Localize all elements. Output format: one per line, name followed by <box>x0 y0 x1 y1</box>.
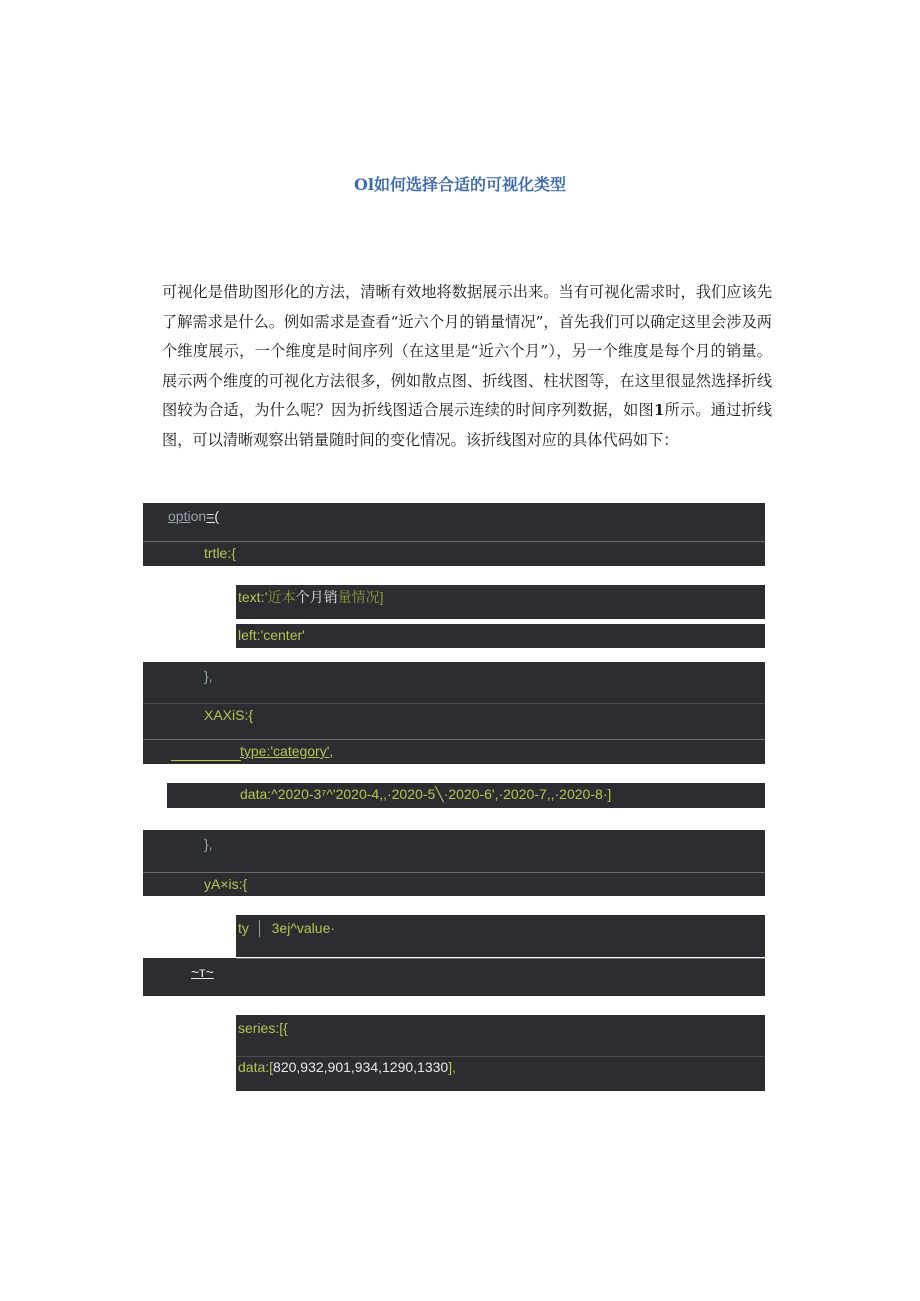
code-line-series: series:[{ <box>238 1020 288 1036</box>
code-line-left: left:'center' <box>238 627 305 643</box>
paragraph-text: 可视化是借助图形化的方法，清晰有效地将数据展示出来。当有可视化需求时，我们应该先了解需求是什么。例如需求是查看“近六个月的销量情况”，首先我们可以确定这里会涉及两个维度展示，一个维度是时间序列（在这里是“近六个月”），另一个维度是每个月的销量。展示两个维度的可视化方法很多，例如散点图、折线图、柱状图等，在这里很显然选择折线图较为合适，为什么呢？因为折线图适合展示连续的时间序列数据，如图 <box>162 283 772 419</box>
code-divider <box>236 1056 765 1057</box>
code-line-close: ~т~ <box>191 964 214 980</box>
code-divider <box>236 958 765 959</box>
code-divider <box>143 872 765 873</box>
code-number-list: 820,932,901,934,1290,1330 <box>273 1059 449 1075</box>
code-token <box>238 1059 456 1075</box>
page-title: Ol如何选择合适的可视化类型 <box>353 175 567 194</box>
code-block-yaxis <box>143 830 765 896</box>
code-block-ytype <box>236 915 765 957</box>
code-line-text <box>238 587 383 607</box>
code-divider <box>143 541 765 542</box>
code-line-yaxis: yA×is:{ <box>204 876 248 892</box>
code-token: ], <box>448 1059 456 1075</box>
code-block-text <box>236 585 765 619</box>
code-token: text:’ <box>238 589 268 605</box>
code-token: 近本 <box>267 589 296 605</box>
code-line-type <box>240 743 333 759</box>
figure-number: 1 <box>653 401 665 419</box>
code-line-xaxis: XAXiS:{ <box>204 707 254 723</box>
code-line-close-brace-2: }, <box>204 836 213 852</box>
code-token: 3ej^value· <box>271 920 336 936</box>
code-line-series-data <box>238 1059 456 1075</box>
code-line-option <box>168 508 219 524</box>
code-divider <box>143 703 765 704</box>
code-block-option <box>143 503 765 566</box>
code-line-ytype <box>238 920 335 936</box>
code-underline <box>171 760 241 761</box>
code-token: ty <box>238 920 249 936</box>
code-line-xdata: data:^2020-3⁷^'2020-4,,·2020-5╲·2020-6',·2020-7,,·2020-8·] <box>240 786 612 802</box>
code-token: │ <box>255 920 265 936</box>
code-line-title: trtle:{ <box>204 545 236 561</box>
code-token: opti <box>168 508 191 524</box>
code-token: 个月销 <box>295 589 338 605</box>
paragraph-text-end: 所示。通过折线图，可以清晰观察出销量随时间的变化情况。该折线图对应的具体代码如下： <box>162 401 773 449</box>
code-token: 量情况] <box>337 589 384 605</box>
code-block-xaxis <box>143 662 765 764</box>
code-block-series <box>236 1015 765 1091</box>
code-block-close <box>143 958 765 996</box>
code-token: data:[ <box>238 1059 274 1075</box>
code-divider <box>143 739 765 740</box>
body-paragraph <box>162 278 772 455</box>
code-token: type:'ca <box>240 743 288 759</box>
code-token: tegory', <box>287 743 334 759</box>
code-token: on <box>190 508 207 524</box>
code-line-close-brace: }, <box>204 668 213 684</box>
code-block-left <box>236 624 765 648</box>
code-token: =( <box>206 508 219 524</box>
code-block-data <box>167 783 765 808</box>
